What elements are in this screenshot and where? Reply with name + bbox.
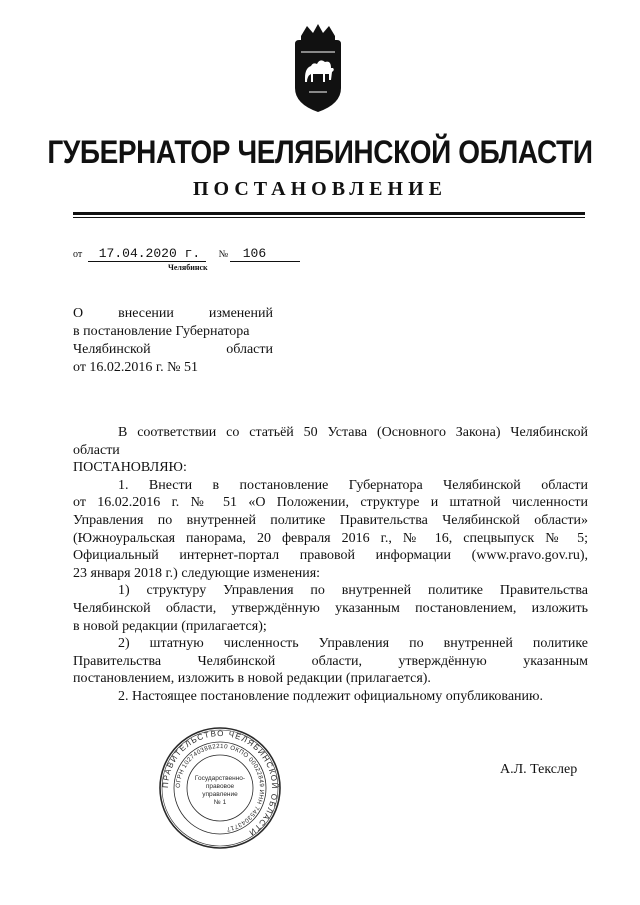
subitem-1-line: Челябинской области, утверждённую указанным постановлением, изложить <box>73 600 588 616</box>
authority-title: ГУБЕРНАТОР ЧЕЛЯБИНСКОЙ ОБЛАСТИ <box>47 134 593 170</box>
decree-word: ПОСТАНОВЛЯЮ: <box>73 460 187 476</box>
paragraph-1-line: (Южноуральская панорама, 20 февраля 2016 г., № 16, спецвыпуск № 5; <box>73 530 588 546</box>
subitem-2-line: Правительства Челябинской области, утверждённую указанным <box>73 653 588 669</box>
stamp-outer-text: ПРАВИТЕЛЬСТВО ЧЕЛЯБИНСКОЙ ОБЛАСТИ <box>160 728 280 838</box>
subitem-2-line: 2) штатную численность Управления по внутренней политике <box>118 636 588 652</box>
stamp-center-line: № 1 <box>213 799 227 806</box>
official-stamp <box>158 726 282 850</box>
document-type: ПОСТАНОВЛЕНИЕ <box>193 178 447 200</box>
stamp-center-line: правовое <box>205 783 235 790</box>
stamp-inner-text: ОГРН 1027403882210 ОКПО 00022849 ИНН 7453043717 <box>174 742 266 833</box>
issue-city: Челябинск <box>168 263 208 272</box>
coat-of-arms-emblem <box>287 22 349 114</box>
subject-line-2: в постановление Губернатора <box>73 324 250 339</box>
preamble-line: области <box>73 442 120 458</box>
stamp-center-line: Государственно- <box>194 775 246 782</box>
paragraph-1-line: Официальный интернет-портал правовой информации (www.pravo.gov.ru), <box>73 548 588 564</box>
subitem-2-line: постановлением, изложить в новой редакции (прилагается). <box>73 671 431 687</box>
paragraph-1-line: 23 января 2018 г.) следующие изменения: <box>73 565 321 581</box>
stamp-center-line: управление <box>202 791 238 798</box>
date-number-line <box>73 246 266 261</box>
subject-line-3: Челябинской области <box>73 342 273 357</box>
header-divider-thick <box>73 212 585 215</box>
document-subject <box>73 305 273 377</box>
number-prefix: № <box>218 249 229 260</box>
subject-line-4: от 16.02.2016 г. № 51 <box>73 360 198 375</box>
subitem-1-line: 1) структуру Управления по внутренней политике Правительства <box>118 583 588 599</box>
document-date: 17.04.2020 г. <box>98 246 201 261</box>
paragraph-1-line: от 16.02.2016 г. № 51 «О Положении, структуре и штатной численности <box>73 495 588 511</box>
header-divider-thin <box>73 217 585 218</box>
subject-line-1: О внесении изменений <box>73 306 273 321</box>
signer-name: А.Л. Текслер <box>500 762 578 777</box>
paragraph-1-line: 1. Внести в постановление Губернатора Челябинской области <box>118 477 588 493</box>
paragraph-1-line: Управления по внутренней политике Правительства Челябинской области» <box>73 512 588 528</box>
preamble-line: В соответствии со статьёй 50 Устава (Основного Закона) Челябинской <box>118 425 588 440</box>
subitem-1-line: в новой редакции (прилагается); <box>73 618 267 634</box>
document-body <box>73 424 588 706</box>
date-underline <box>88 261 206 262</box>
paragraph-2: 2. Настоящее постановление подлежит официальному опубликованию. <box>118 688 543 704</box>
date-prefix: от <box>73 249 83 260</box>
number-underline <box>230 261 300 262</box>
document-number: 106 <box>242 246 267 261</box>
